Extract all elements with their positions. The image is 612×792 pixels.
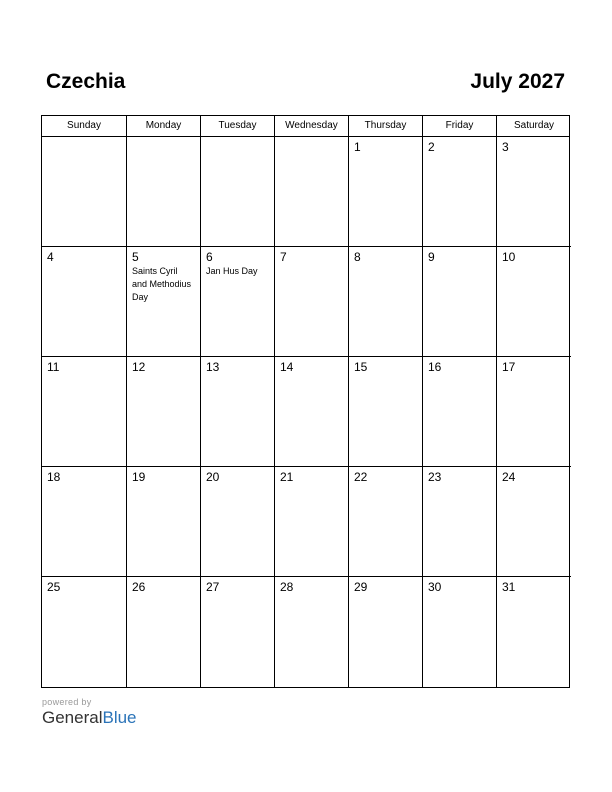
day-number: 20	[206, 470, 220, 484]
powered-by-text: powered by	[42, 697, 92, 707]
day-cell	[275, 467, 349, 576]
day-number: 15	[354, 360, 368, 374]
day-cell	[42, 247, 127, 356]
weekday-tuesday: Tuesday	[201, 116, 275, 136]
day-number: 5	[132, 250, 139, 264]
week-row	[42, 467, 571, 577]
day-cell	[275, 137, 349, 246]
day-number: 25	[47, 580, 61, 594]
day-cell	[127, 577, 201, 687]
day-cell	[423, 467, 497, 576]
day-cell	[497, 247, 571, 356]
day-cell	[201, 247, 275, 356]
day-number: 1	[354, 140, 361, 154]
weekday-thursday: Thursday	[349, 116, 423, 136]
day-number: 10	[502, 250, 516, 264]
day-number: 19	[132, 470, 146, 484]
day-number: 6	[206, 250, 213, 264]
day-cell	[423, 577, 497, 687]
day-cell	[275, 357, 349, 466]
day-cell	[42, 137, 127, 246]
day-cell	[201, 137, 275, 246]
day-number: 8	[354, 250, 361, 264]
day-number: 3	[502, 140, 509, 154]
day-cell	[349, 357, 423, 466]
day-cell	[423, 247, 497, 356]
weekday-monday: Monday	[127, 116, 201, 136]
day-cell	[275, 577, 349, 687]
day-cell	[349, 247, 423, 356]
day-number: 9	[428, 250, 435, 264]
brand-logo	[42, 708, 137, 728]
day-number: 29	[354, 580, 368, 594]
week-row	[42, 577, 571, 687]
day-number: 31	[502, 580, 516, 594]
day-cell	[42, 357, 127, 466]
day-cell	[497, 577, 571, 687]
day-cell	[201, 357, 275, 466]
day-cell	[423, 137, 497, 246]
day-number: 18	[47, 470, 61, 484]
day-cell	[42, 467, 127, 576]
footer	[42, 697, 137, 728]
holiday-label: Saints Cyril and Methodius Day	[132, 266, 192, 302]
day-number: 12	[132, 360, 146, 374]
weekday-friday: Friday	[423, 116, 497, 136]
day-cell	[423, 357, 497, 466]
day-number: 7	[280, 250, 287, 264]
day-cell	[275, 247, 349, 356]
day-cell	[127, 137, 201, 246]
weekday-header-row	[42, 116, 569, 137]
day-number: 17	[502, 360, 516, 374]
day-cell	[201, 467, 275, 576]
day-cell	[497, 357, 571, 466]
day-number: 2	[428, 140, 435, 154]
weekday-saturday: Saturday	[513, 120, 555, 131]
country-title: Czechia	[46, 70, 126, 93]
day-number: 28	[280, 580, 294, 594]
day-cell	[127, 247, 201, 356]
day-number: 30	[428, 580, 442, 594]
day-number: 13	[206, 360, 220, 374]
brand-blue: Blue	[102, 708, 137, 727]
day-number: 26	[132, 580, 146, 594]
calendar-grid	[41, 115, 570, 688]
day-number: 14	[280, 360, 294, 374]
holiday-label: Jan Hus Day	[206, 266, 258, 276]
weekday-wednesday: Wednesday	[275, 116, 349, 136]
day-cell	[349, 577, 423, 687]
day-number: 23	[428, 470, 442, 484]
day-cell	[497, 137, 571, 246]
day-number: 4	[47, 250, 54, 264]
week-row	[42, 137, 571, 247]
week-row	[42, 357, 571, 467]
day-cell	[127, 467, 201, 576]
day-number: 11	[47, 360, 60, 374]
day-cell	[349, 467, 423, 576]
day-cell	[349, 137, 423, 246]
day-number: 16	[428, 360, 442, 374]
weeks-container	[42, 137, 569, 687]
day-cell	[201, 577, 275, 687]
month-year-title: July 2027	[470, 70, 565, 93]
day-number: 21	[280, 470, 294, 484]
day-cell	[497, 467, 571, 576]
day-cell	[127, 357, 201, 466]
week-row	[42, 247, 571, 357]
day-cell	[42, 577, 127, 687]
day-number: 27	[206, 580, 220, 594]
day-number: 22	[354, 470, 368, 484]
brand-general: General	[42, 708, 103, 727]
weekday-sunday: Sunday	[42, 116, 127, 136]
day-number: 24	[502, 470, 516, 484]
